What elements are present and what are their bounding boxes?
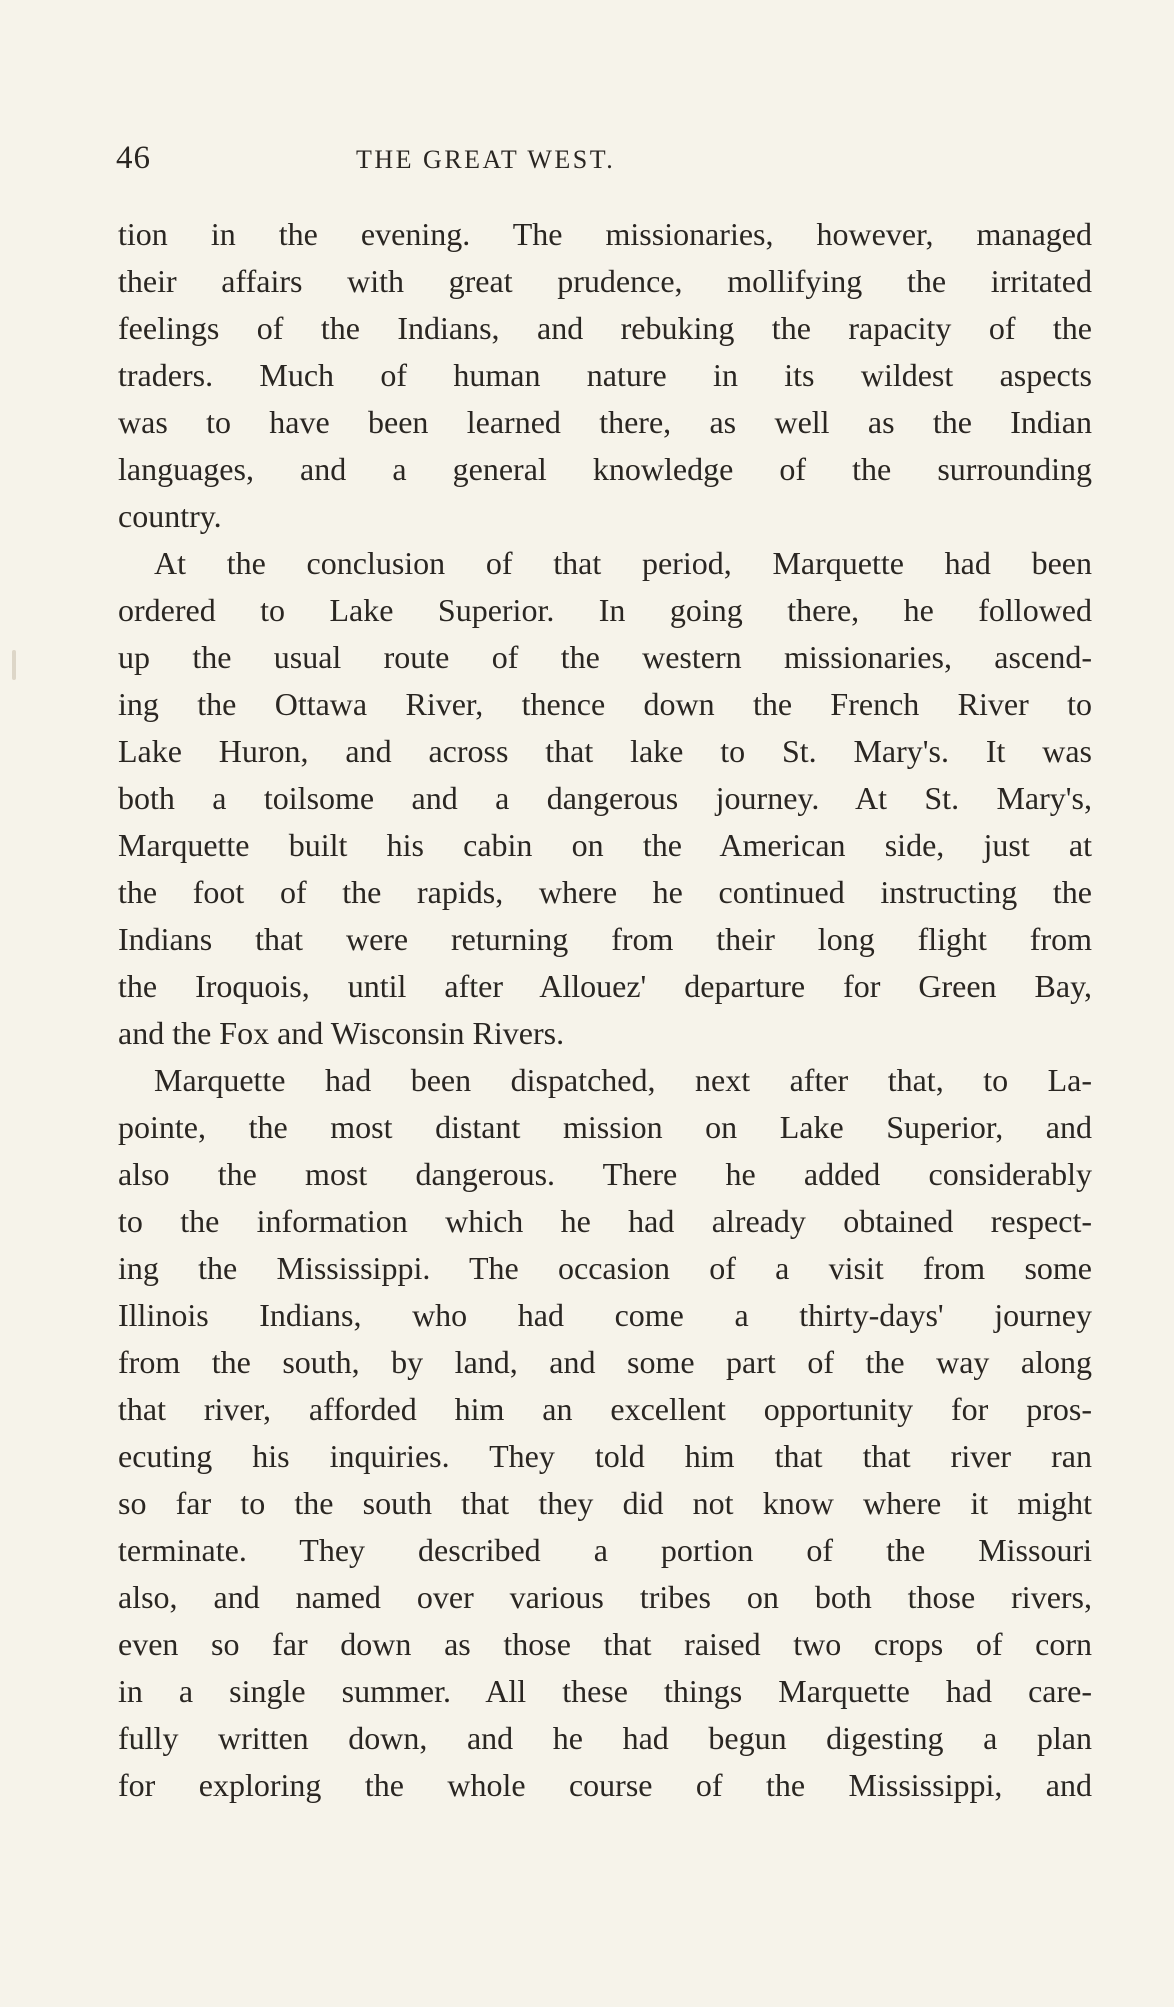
body-text [118, 211, 1092, 1809]
text-line: terminate. They described a portion of the Missouri [118, 1532, 1092, 1568]
text-line: even so far down as those that raised two crops of corn [118, 1626, 1092, 1662]
text-line: their affairs with great prudence, mollifying the irritated [118, 263, 1092, 299]
text-line: Lake Huron, and across that lake to St. Mary's. It was [118, 733, 1092, 769]
text-line: ing the Mississippi. The occasion of a visit from some [118, 1250, 1092, 1286]
text-line: traders. Much of human nature in its wildest aspects [118, 357, 1092, 393]
text-line: in a single summer. All these things Marquette had care- [118, 1673, 1092, 1709]
margin-mark [12, 650, 16, 680]
text-line: that river, afforded him an excellent opportunity for pros- [118, 1391, 1092, 1427]
text-line: ordered to Lake Superior. In going there, he followed [118, 592, 1092, 628]
text-line: ing the Ottawa River, thence down the French River to [118, 686, 1092, 722]
text-line: from the south, by land, and some part of the way along [118, 1344, 1092, 1380]
page-header [116, 136, 774, 180]
text-line: fully written down, and he had begun digesting a plan [118, 1720, 1092, 1756]
text-line: for exploring the whole course of the Mississippi, and [118, 1767, 1092, 1803]
text-line: country. [118, 498, 222, 534]
text-line: also the most dangerous. There he added considerably [118, 1156, 1092, 1192]
text-line: so far to the south that they did not know where it might [118, 1485, 1092, 1521]
text-line: up the usual route of the western missionaries, ascend- [118, 639, 1092, 675]
text-line: the Iroquois, until after Allouez' departure for Green Bay, [118, 968, 1092, 1004]
text-line: and the Fox and Wisconsin Rivers. [118, 1015, 565, 1051]
text-line: At the conclusion of that period, Marquette had been [154, 545, 1092, 581]
text-line: feelings of the Indians, and rebuking the rapacity of the [118, 310, 1092, 346]
text-line: to the information which he had already obtained respect- [118, 1203, 1092, 1239]
running-head: THE GREAT WEST. [356, 145, 616, 174]
text-line: ecuting his inquiries. They told him that that river ran [118, 1438, 1092, 1474]
text-line: tion in the evening. The missionaries, however, managed [118, 216, 1092, 252]
text-line: Indians that were returning from their long flight from [118, 921, 1092, 957]
text-line: Marquette had been dispatched, next after that, to La- [154, 1062, 1092, 1098]
text-line: Marquette built his cabin on the American side, just at [118, 827, 1092, 863]
text-line: was to have been learned there, as well as the Indian [118, 404, 1092, 440]
text-line: languages, and a general knowledge of the surrounding [118, 451, 1092, 487]
text-line: the foot of the rapids, where he continued instructing the [118, 874, 1092, 910]
page-number: 46 [116, 140, 151, 176]
text-line: both a toilsome and a dangerous journey. At St. Mary's, [118, 780, 1092, 816]
text-line: Illinois Indians, who had come a thirty-days' journey [118, 1297, 1092, 1333]
text-line: pointe, the most distant mission on Lake Superior, and [118, 1109, 1092, 1145]
text-line: also, and named over various tribes on both those rivers, [118, 1579, 1092, 1615]
